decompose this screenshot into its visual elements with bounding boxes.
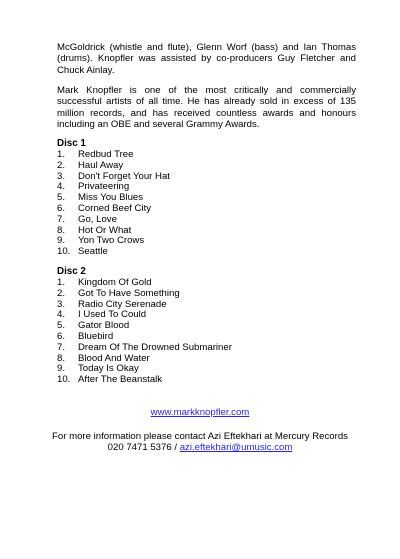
track-title: Privateering	[78, 181, 130, 193]
track-number: 1.	[57, 277, 66, 288]
website-line	[0, 407, 400, 418]
track-number: 9.	[57, 235, 66, 247]
track-title: I Used To Could	[78, 309, 147, 321]
track-title: Kingdom Of Gold	[78, 277, 152, 288]
track-title: Radio City Serenade	[78, 298, 167, 310]
track-title: Today Is Okay	[78, 363, 139, 375]
paragraph-musicians: McGoldrick (whistle and flute), Glenn Worf (bass) and Ian Thomas (drums). Knopfler was assisted by co-producers Guy Fletcher and Chuck Ainlay.	[57, 42, 356, 76]
track-item	[57, 215, 170, 226]
disc-2-tracklist	[57, 278, 232, 386]
track-number: 10.	[57, 374, 71, 386]
track-number: 3.	[57, 170, 66, 182]
track-number: 10.	[57, 246, 71, 258]
track-number: 9.	[57, 363, 66, 375]
track-number: 5.	[57, 320, 66, 332]
track-title: Go, Love	[78, 213, 117, 225]
track-item	[57, 161, 170, 172]
track-number: 7.	[57, 213, 66, 225]
track-title: Gator Blood	[78, 320, 130, 332]
track-title: Seattle	[78, 246, 108, 258]
phone-email-line	[0, 442, 400, 453]
track-title: Miss You Blues	[78, 192, 144, 204]
disc-2-heading: Disc 2	[57, 266, 86, 277]
contact-block	[0, 431, 400, 453]
track-item	[57, 247, 170, 258]
disc-1-heading: Disc 1	[57, 138, 86, 149]
track-title: Don't Forget Your Hat	[78, 170, 170, 182]
track-title: Blood And Water	[78, 352, 150, 364]
track-title: Corned Beef City	[78, 202, 152, 214]
website-link[interactable]: www.markknopfler.com	[150, 407, 250, 418]
contact-line: For more information please contact Azi Eftekhari at Mercury Records	[52, 431, 348, 442]
track-number: 5.	[57, 192, 66, 204]
disc-1-tracklist	[57, 150, 170, 258]
phone-number: 020 7471 5376 /	[107, 442, 178, 453]
track-number: 4.	[57, 309, 66, 321]
track-number: 2.	[57, 159, 66, 171]
track-number: 3.	[57, 298, 66, 310]
track-item	[57, 343, 232, 354]
track-number: 7.	[57, 341, 66, 353]
track-item	[57, 236, 170, 247]
track-item	[57, 289, 232, 300]
track-title: Haul Away	[78, 159, 124, 171]
track-title: Yon Two Crows	[78, 235, 145, 247]
track-title: Dream Of The Drowned Submariner	[78, 341, 232, 353]
email-link[interactable]: azi.eftekhari@umusic.com	[179, 442, 293, 453]
track-number: 8.	[57, 352, 66, 364]
track-item	[57, 375, 232, 386]
track-title: Redbud Tree	[78, 149, 134, 160]
track-number: 2.	[57, 287, 66, 299]
track-title: Bluebird	[78, 330, 114, 342]
track-title: Got To Have Something	[78, 287, 180, 299]
track-number: 8.	[57, 224, 66, 236]
track-number: 4.	[57, 181, 66, 193]
track-title: After The Beanstalk	[78, 374, 163, 386]
track-title: Hot Or What	[78, 224, 132, 236]
track-number: 6.	[57, 330, 66, 342]
track-number: 6.	[57, 202, 66, 214]
paragraph-biography: Mark Knopfler is one of the most critically and commercially successful artists of all time. He has already sold in excess of 135 million records, and has received countless awards and honours including an OBE and several Grammy Awards.	[57, 85, 356, 130]
track-number: 1.	[57, 149, 66, 160]
